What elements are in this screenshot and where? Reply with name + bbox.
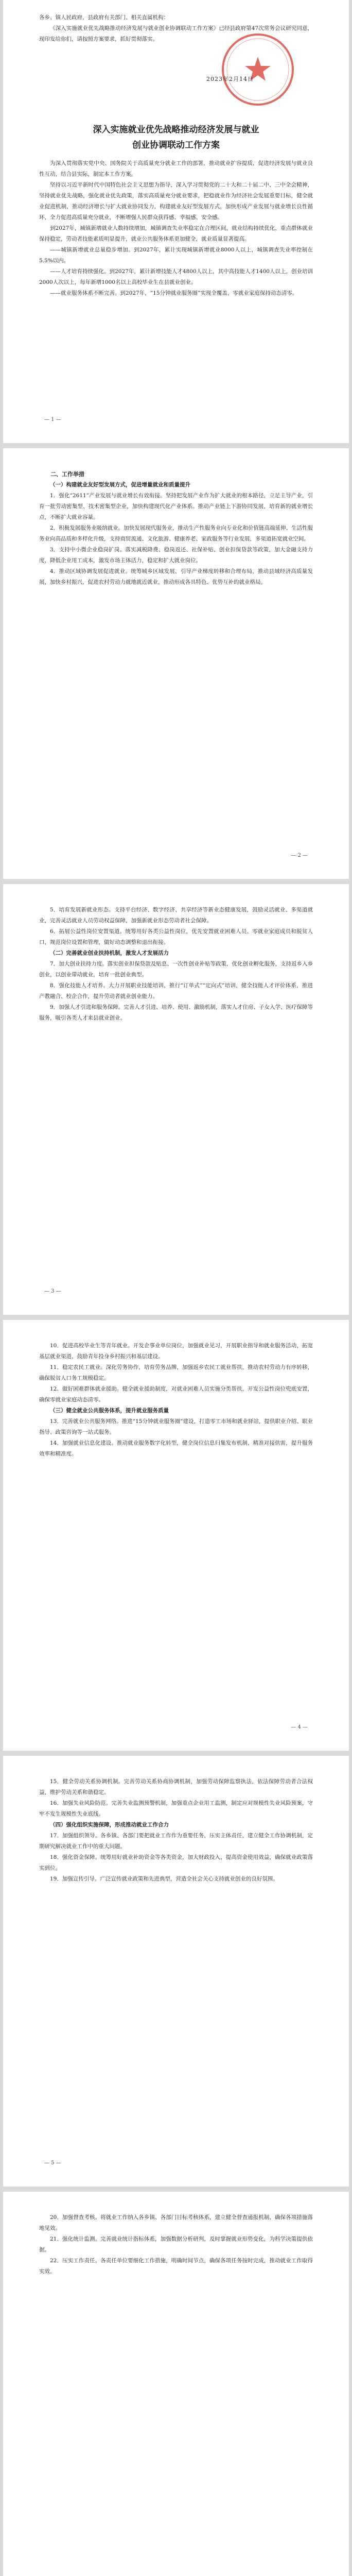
sub-heading: （四）强化组织实施保障，形成推动就业工作合力 (50, 1822, 169, 1828)
body-para: ——人才培育持续强化。到2027年，累计新增技能人才4800人以上，其中高技能人才1400人以上，创业培训2000人次以上，每年新增1000名以上高校毕业生在县就业创业。 (39, 268, 313, 285)
sub-heading: （三）健全就业公共服务体系，提升就业服务质量 (50, 1408, 169, 1414)
intro-body: 《深入实施就业优先战略推动经济发展与就业创业协调联动工作方案》已经县政府第47次常务会议研究同意，现印发给你们，请按照方案要求，抓好贯彻落实。 (39, 25, 313, 42)
item-para: 6．拓展公益性岗位安置渠道。统筹用好各类公益性岗位，优先安置就业困难人员、零就业家庭成员和脱贫人口，规范岗位设置和管理，做好动态调整和退出衔接。 (39, 928, 313, 945)
body-para: 坚持以习近平新时代中国特色社会主义思想为指导，深入学习贯彻党的二十大和二十届二中、三中全会精神，坚持就业优先战略，强化就业优先政策，落实高质量充分就业要求，把稳就业作为经济社会发展重要目标，健全就业促进机制，推动经济增长与扩大就业协同发力，构建就业友好型发展方式，加快形成产业发展与就业增长良性循环，全力促进高质量充分就业，不断增强人民群众获得感、幸福感、安全感。 (39, 182, 313, 221)
page-number: — 4 — (291, 1724, 308, 1730)
item-para: 11．稳定农民工就业。深化劳务协作，培育劳务品牌，加强返乡农民工就业帮扶，推动农村劳动力有序转移，确保脱贫人口务工规模稳定。 (39, 1364, 313, 1381)
item-para: 3．支持中小微企业稳岗扩岗。落实减税降费、稳岗返还、社保补贴、创业担保贷款等政策，加大金融支持力度，降低企业用工成本，激发市场主体活力，稳定和扩大就业岗位。 (39, 547, 313, 564)
item-para: 13．完善就业公共服务网络。推进“15分钟就业服务圈”建设，打造零工市场和就业驿站，提供职业介绍、职业指导、政策咨询等一站式服务。 (39, 1418, 313, 1435)
page-6 (3, 2192, 349, 2576)
section-heading: 二、工作举措 (50, 471, 84, 478)
item-para: 9．加强人才引进和服务保障。完善人才引进、培养、使用、激励机制，落实人才住房、子女入学、医疗保障等服务，吸引各类人才来县就业创业。 (39, 1004, 313, 1021)
page-1 (3, 0, 349, 443)
page-number: — 5 — (44, 2160, 61, 2166)
page-4 (3, 1320, 349, 1751)
body-para: ——城镇新增就业总量稳步增加。到2027年，累计实现城镇新增就业8000人以上，城镇调查失业率控制在5.5%以内。 (39, 247, 313, 264)
item-para: 8．强化技能人才培养。大力开展职业技能培训，推行“订单式”“定向式”培训，健全技能人才评价体系，推进产教融合、校企合作，提升劳动者就业创业能力。 (39, 982, 313, 999)
item-para: 16．加强失业风险防范。完善失业监测预警机制，加强重点企业用工监测，制定应对规模性失业风险预案，守牢不发生规模性失业底线。 (39, 1800, 313, 1817)
page-number: — 3 — (44, 1289, 61, 1294)
item-para: 10．促进高校毕业生等青年就业。开发企事业单位岗位，加强就业见习，开展职业指导和就业服务活动，拓宽基层就业渠道，鼓励青年投身乡村振兴和基层建设。 (39, 1343, 313, 1360)
doc-title-line1: 深入实施就业优先战略推动经济发展与就业 (93, 125, 259, 135)
item-para: 20．加强督查考核。将就业工作纳入各乡镇、各部门目标考核体系，建立健全督查通报机制，确保各项措施落地见效。 (39, 2214, 313, 2231)
sub-heading: （一）构建就业友好型发展方式，促进增量就业和质量提升 (50, 482, 190, 488)
item-para: 1．强化“2611”产业发展与就业增长有效衔接。坚持把发展产业作为扩大就业的根本路径，立足主导产业，引育一批劳动密集型、技术密集型企业，加快构建现代化产业体系。推动产业链上下游协同发展，培育新的就业增长点，不断扩大就业容量。 (39, 493, 313, 520)
body-para: 到2027年，城镇新增就业人数持续增加，城镇调查失业率稳定在合理区间，就业结构持续优化，重点群体就业保持稳定，劳动者技能素质明显提升，就业公共服务体系更加健全，就业质量显著提高。 (39, 225, 313, 242)
item-para: 5．培育发展新就业形态。支持平台经济、数字经济、共享经济等新业态健康发展，鼓励灵活就业、多渠道就业，完善灵活就业人员劳动权益保障，加强新就业形态劳动者社会保障。 (39, 907, 313, 924)
item-para: 21．强化统计监测。完善就业统计指标体系，加强数据分析研判，及时掌握就业形势变化，为科学决策提供依据。 (39, 2236, 313, 2253)
item-para: 15．健全劳动关系协调机制。完善劳动关系协商协调机制，加强劳动保障监察执法，依法保障劳动者合法权益，维护劳动关系和谐稳定。 (39, 1778, 313, 1795)
sub-heading: （二）完善就业创业扶持机制，激发人才发展活力 (50, 950, 169, 956)
doc-title-line2: 创业协调联动工作方案 (132, 140, 220, 150)
item-para: 19．加强宣传引导。广泛宣传就业政策和先进典型，营造全社会关心支持就业创业的良好氛围。 (50, 1876, 278, 1882)
item-para: 22．压实工作责任。各责任单位要细化工作措施，明确时间节点，确保各项任务按时完成，推动就业工作取得实效。 (39, 2258, 313, 2275)
page-2 (3, 448, 349, 879)
item-para: 7．加大创业扶持力度。落实创业担保贷款及贴息、一次性创业补贴等政策，优化创业孵化服务，支持返乡入乡创业，以创业带动就业，培育一批创业典型。 (39, 961, 313, 978)
page-number: — 2 — (291, 853, 308, 858)
page-number: — 1 — (44, 417, 61, 422)
item-para: 17．加强组织领导。各乡镇、各部门要把就业工作作为重要任务，压实主体责任，建立健全工作协调机制，定期研究解决就业工作中的重大问题。 (39, 1833, 313, 1850)
intro-salutation: 各乡、镇人民政府，县政府有关部门、相关直属机构： (39, 14, 169, 21)
item-para: 14．加强就业信息化建设。推动就业服务数字化转型，健全岗位信息归集发布机制，精准对接供需，提升服务效率和精准度。 (39, 1440, 313, 1457)
item-para: 18．强化资金保障。统筹用好就业补助资金等各类资金，加大财政投入，提高资金使用效益，确保就业政策落实到位。 (39, 1854, 313, 1871)
body-para: 为深入贯彻落实党中央、国务院关于高质量充分就业工作的部署，推动就业扩容提质，促进经济发展与就业良性互动，结合县实际，制定本工作方案。 (39, 160, 313, 177)
page-5 (3, 1756, 349, 2187)
body-para: ——就业服务体系不断完善。到2027年，“15分钟就业服务圈”实现全覆盖，零就业家庭保持动态清零。 (50, 290, 298, 296)
issue-date: 2023年2月14日 (206, 76, 254, 82)
item-para: 2．积极发展服务业吸纳就业。加快发展现代服务业，推动生产性服务业向专业化和价值链高端延伸、生活性服务业向高品质和多样化升级，支持商贸流通、文化旅游、健康养老、家政服务等行业发展，多渠道拓宽就业空间。 (39, 525, 313, 542)
item-para: 4．推动区域协调发展促进就业。统筹城乡区域发展，引导产业梯度转移和合理布局，推动县域经济高质量发展，加快乡村振兴，促进农村劳动力就地就近就业，推动形成各具特色、优势互补的就业格局。 (39, 568, 313, 585)
item-para: 12．做好困难群体就业援助。健全就业援助制度，对就业困难人员实施分类帮扶，开发公益性岗位兜底安置，确保零就业家庭动态清零。 (39, 1386, 313, 1403)
official-seal-icon (219, 31, 296, 108)
page-3 (3, 884, 349, 1315)
